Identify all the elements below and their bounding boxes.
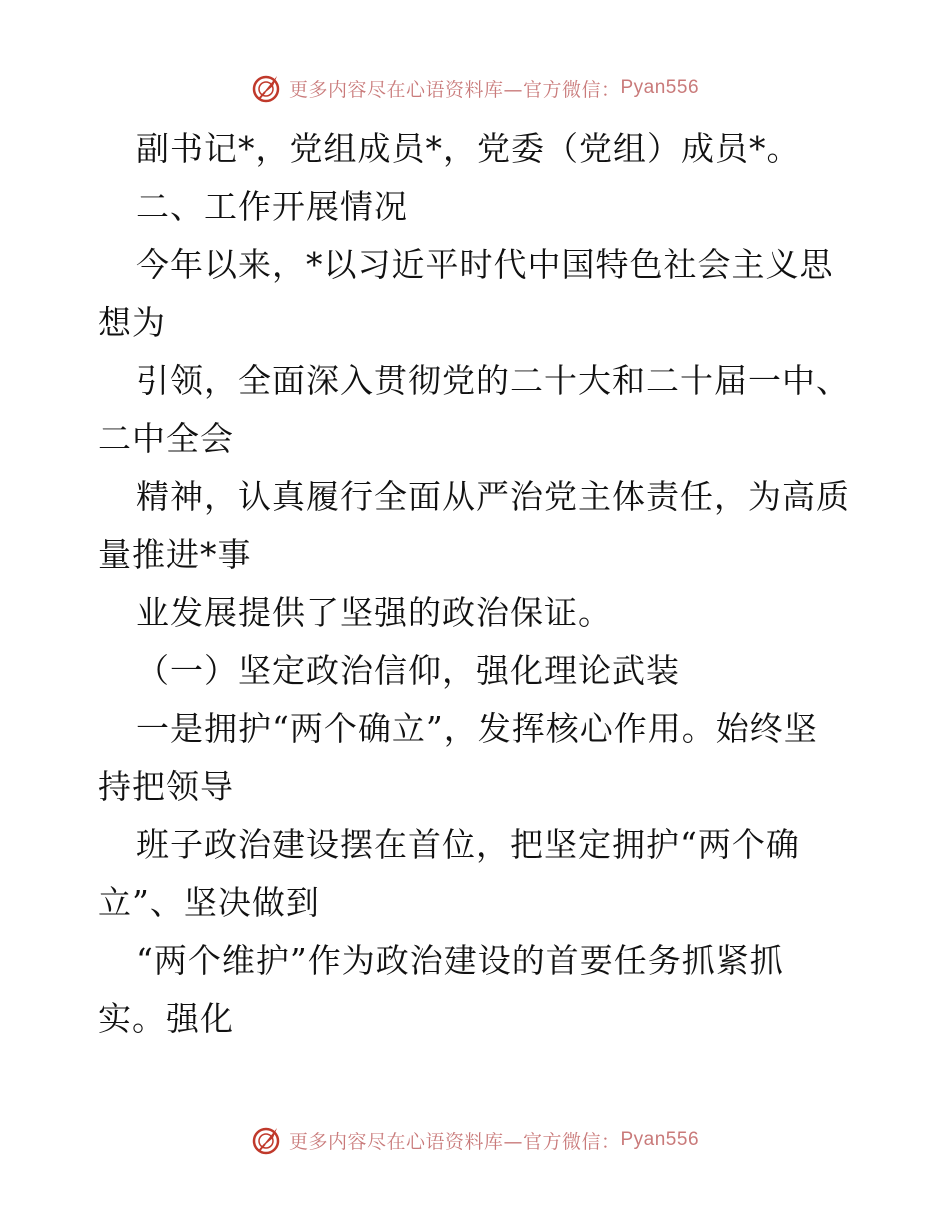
watermark-text: 更多内容尽在心语资料库—官方微信： — [288, 1130, 621, 1153]
watermark-account: Pyan556 — [620, 77, 700, 98]
text-line: 实。强化 — [98, 999, 234, 1038]
quill-logo-icon — [251, 72, 283, 104]
text-line: 立”、坚决做到 — [98, 883, 320, 922]
header-watermark — [0, 70, 950, 106]
text-line: 二中全会 — [98, 419, 234, 458]
text-line: 精神，认真履行全面从严治党主体责任，为高质 — [136, 477, 850, 516]
text-line: 一是拥护“两个确立”，发挥核心作用。始终坚 — [136, 709, 818, 748]
footer-watermark — [0, 1122, 950, 1158]
text-line: 班子政治建设摆在首位，把坚定拥护“两个确 — [136, 825, 800, 864]
watermark-account: Pyan556 — [620, 1129, 700, 1150]
document-body — [98, 120, 858, 1048]
text-line: 今年以来，*以习近平时代中国特色社会主义思 — [136, 245, 834, 284]
section-heading: 二、工作开展情况 — [136, 187, 408, 226]
text-line: 引领，全面深入贯彻党的二十大和二十届一中、 — [136, 361, 850, 400]
text-line: 业发展提供了坚强的政治保证。 — [136, 593, 612, 632]
text-line: “两个维护”作为政治建设的首要任务抓紧抓 — [136, 941, 784, 980]
subsection-heading: （一）坚定政治信仰，强化理论武装 — [136, 651, 680, 690]
text-line: 量推进*事 — [98, 535, 252, 574]
watermark-text: 更多内容尽在心语资料库—官方微信： — [288, 78, 621, 101]
text-line: 想为 — [98, 303, 166, 342]
text-line: 持把领导 — [98, 767, 234, 806]
quill-logo-icon — [251, 1124, 283, 1156]
text-line: 副书记*，党组成员*，党委（党组）成员*。 — [136, 129, 801, 168]
